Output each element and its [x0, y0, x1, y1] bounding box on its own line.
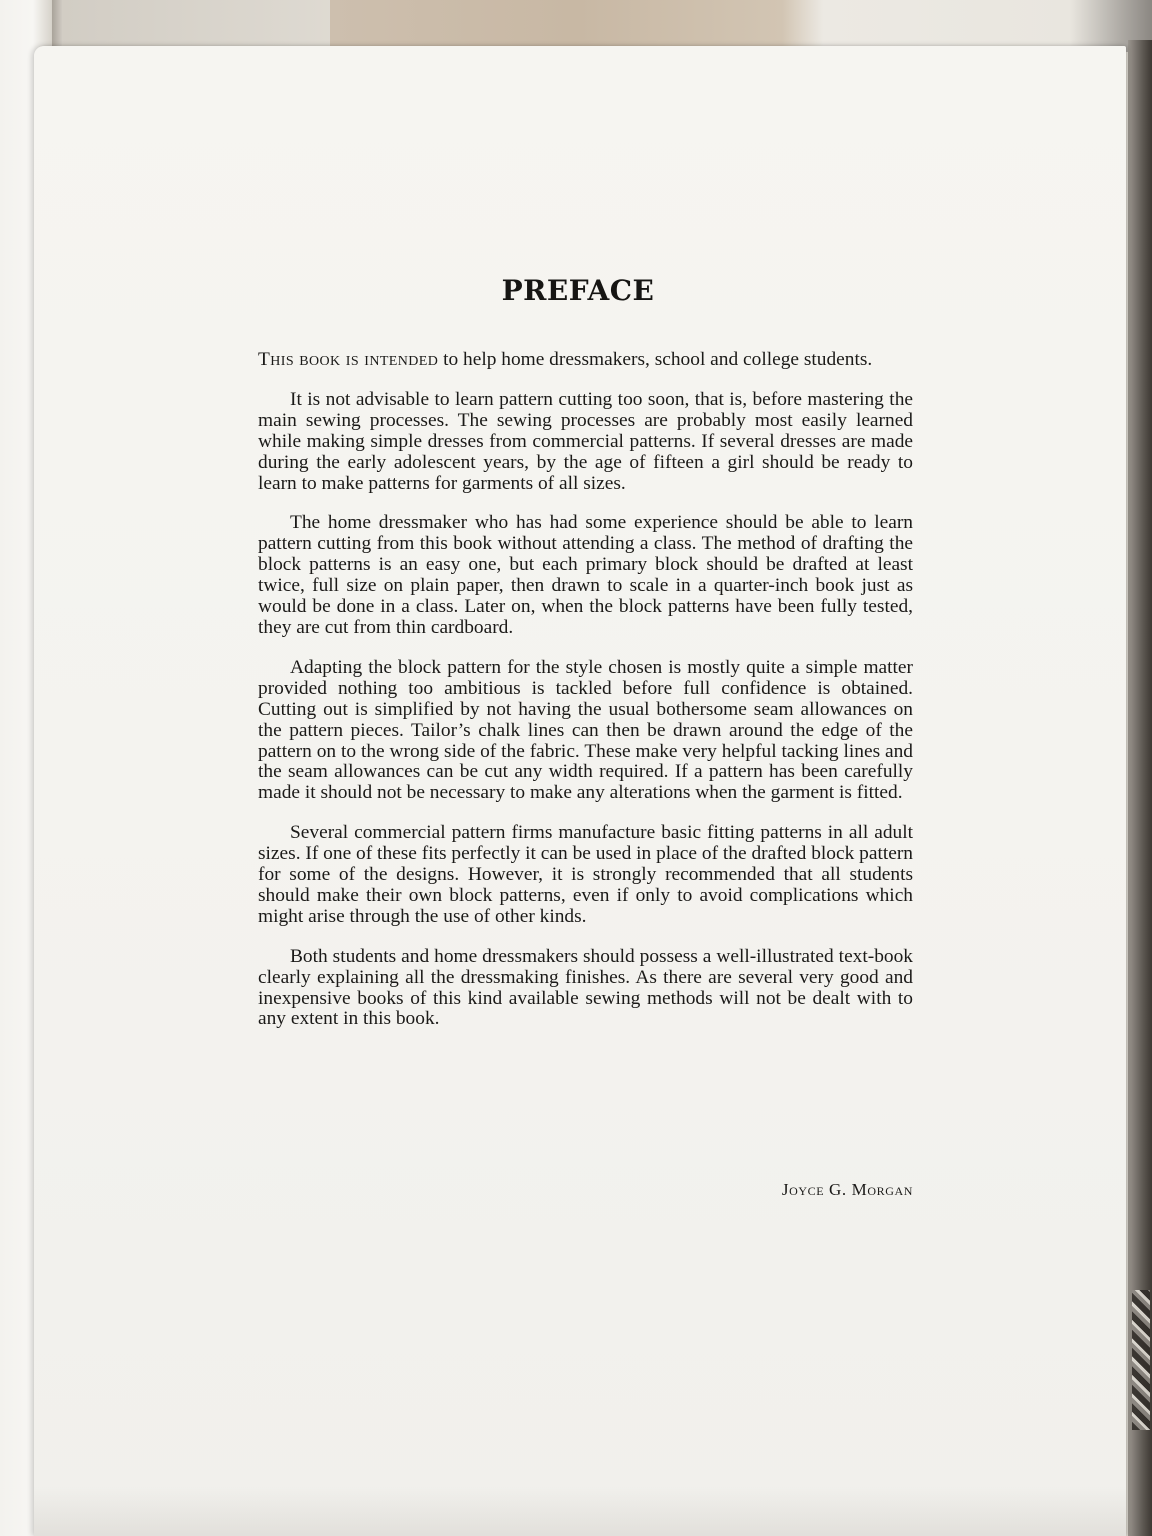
cover-board-edge	[1128, 40, 1152, 1536]
book-page	[34, 46, 1126, 1536]
paragraph-4: Adapting the block pattern for the style chosen is mostly quite a simple matter provided nothing too ambitious is tackled before full confidence is obtained. Cutting out is simplified by not having the usual bothersome seam allowances on the pattern pieces. Tailor’s chalk lines can then be drawn around the edge of the pattern on to the wrong side of the fabric. These make very helpful tacking lines and the seam allowances can be cut any width required. If a pattern has been carefully made it should not be necessary to make any alterations when the garment is fitted.	[258, 656, 913, 804]
cover-pattern	[1132, 1290, 1150, 1430]
cover-board-top	[330, 0, 1152, 52]
page-bottom-shadow	[34, 1486, 1126, 1536]
paragraph-3: The home dressmaker who has had some experience should be able to learn pattern cutting from this book without attending a class. The method of drafting the block patterns is an easy one, but each primary block should be drafted at least twice, full size on plain paper, then drawn to scale in a quarter-inch book just as would be done in a class. Later on, when the block patterns have been fully tested, they are cut from thin cardboard.	[258, 512, 913, 638]
paragraph-1	[258, 350, 913, 371]
paragraph-1-text: to help home dressmakers, school and college students.	[438, 349, 873, 370]
author-signature: Joyce G. Morgan	[781, 1180, 913, 1199]
paragraph-5: Several commercial pattern firms manufacture basic fitting patterns in all adult sizes. If one of these fits perfectly it can be used in place of the drafted block pattern for some of the designs. However, it is strongly recommended that all students should make their own block patterns, even if only to avoid complications which might arise through the use of other kinds.	[258, 822, 913, 927]
preface-body	[258, 350, 913, 1049]
paragraph-6: Both students and home dressmakers should possess a well-illustrated text-book clearly explaining all the dressmaking finishes. As there are several very good and inexpensive books of this kind available sewing methods will not be dealt with to any extent in this book.	[258, 945, 913, 1030]
paragraph-1-lead: This book is intended	[258, 349, 439, 370]
page-title: PREFACE	[501, 274, 655, 307]
paragraph-2: It is not advisable to learn pattern cutting too soon, that is, before mastering the main sewing processes. The sewing processes are probably most easily learned while making simple dresses from commercial patterns. If several dresses are made during the early adolescent years, by the age of fifteen a girl should be ready to learn to make patterns for garments of all sizes.	[258, 388, 913, 494]
